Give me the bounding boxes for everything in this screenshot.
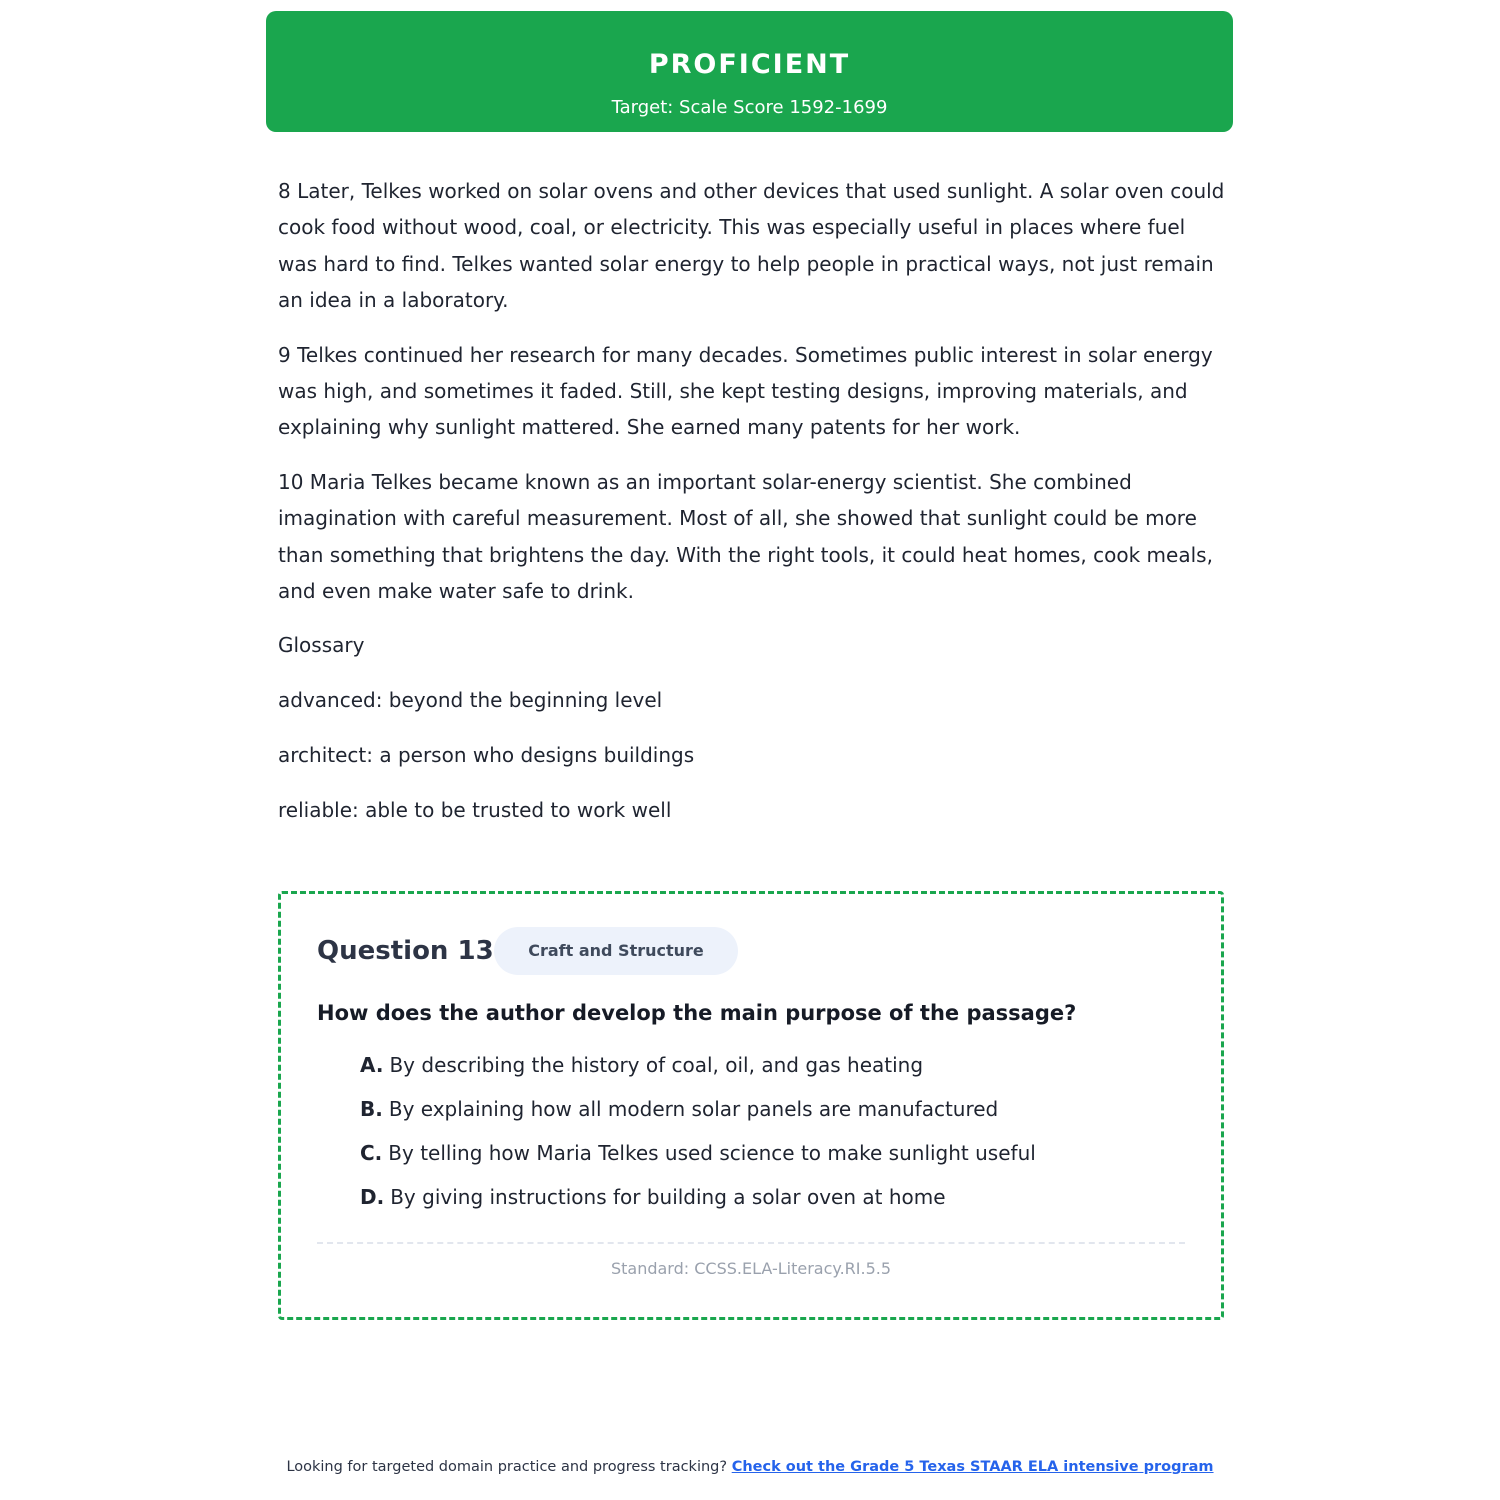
passage-paragraph-9: 9 Telkes continued her research for many decades. Sometimes public interest in solar energy was high, and sometimes it faded. Still, she kept testing designs, improving materials, and explaining why sunlight mattered. She earned many patents for her work.: [278, 342, 1213, 440]
answer-options: [360, 1050, 1036, 1226]
option-letter: A.: [360, 1053, 384, 1077]
option-text: By telling how Maria Telkes used science to make sunlight useful: [388, 1141, 1036, 1165]
answer-option-a[interactable]: [360, 1050, 1036, 1080]
option-text: By giving instructions for building a solar oven at home: [390, 1185, 946, 1209]
glossary-entry-reliable: reliable: able to be trusted to work well: [278, 798, 672, 823]
passage-paragraph-10: 10 Maria Telkes became known as an important solar-energy scientist. She combined imagination with careful measurement. Most of all, she showed that sunlight could be more than something that brightens the day. With the right tools, it could heat homes, cook meals, and even make water safe to drink.: [278, 469, 1213, 604]
glossary-heading: Glossary: [278, 633, 365, 658]
option-text: By explaining how all modern solar panels are manufactured: [388, 1097, 999, 1121]
level-banner: [266, 11, 1233, 132]
level-title: PROFICIENT: [648, 49, 851, 80]
answer-option-c[interactable]: [360, 1138, 1036, 1168]
question-number: Question 13: [317, 936, 494, 966]
question-category-badge: Craft and Structure: [494, 927, 738, 975]
option-letter: D.: [360, 1185, 385, 1209]
option-letter: C.: [360, 1141, 383, 1165]
footer-prompt-text: Looking for targeted domain practice and progress tracking?: [286, 1459, 728, 1475]
reading-passage: [278, 173, 1228, 847]
option-letter: B.: [360, 1097, 383, 1121]
glossary-entry-advanced: advanced: beyond the beginning level: [278, 688, 663, 713]
answer-option-b[interactable]: [360, 1094, 1036, 1124]
question-prompt: How does the author develop the main purpose of the passage?: [317, 1001, 1077, 1025]
level-target-score: Target: Scale Score 1592-1699: [611, 97, 888, 118]
answer-option-d[interactable]: [360, 1182, 1036, 1212]
question-divider: [317, 1242, 1185, 1244]
question-card: [278, 891, 1224, 1320]
intensive-program-link[interactable]: Check out the Grade 5 Texas STAAR ELA intensive program: [731, 1459, 1214, 1475]
question-standard: Standard: CCSS.ELA-Literacy.RI.5.5: [610, 1259, 892, 1278]
glossary-entry-architect: architect: a person who designs buildings: [278, 743, 695, 768]
footer-promo: [0, 1457, 1500, 1477]
passage-paragraph-8: 8 Later, Telkes worked on solar ovens and other devices that used sunlight. A solar oven could cook food without wood, coal, or electricity. This was especially useful in places where fuel was hard to find. Telkes wanted solar energy to help people in practical ways, not just remain an idea in a laboratory.: [278, 179, 1225, 313]
option-text: By describing the history of coal, oil, and gas heating: [389, 1053, 924, 1077]
